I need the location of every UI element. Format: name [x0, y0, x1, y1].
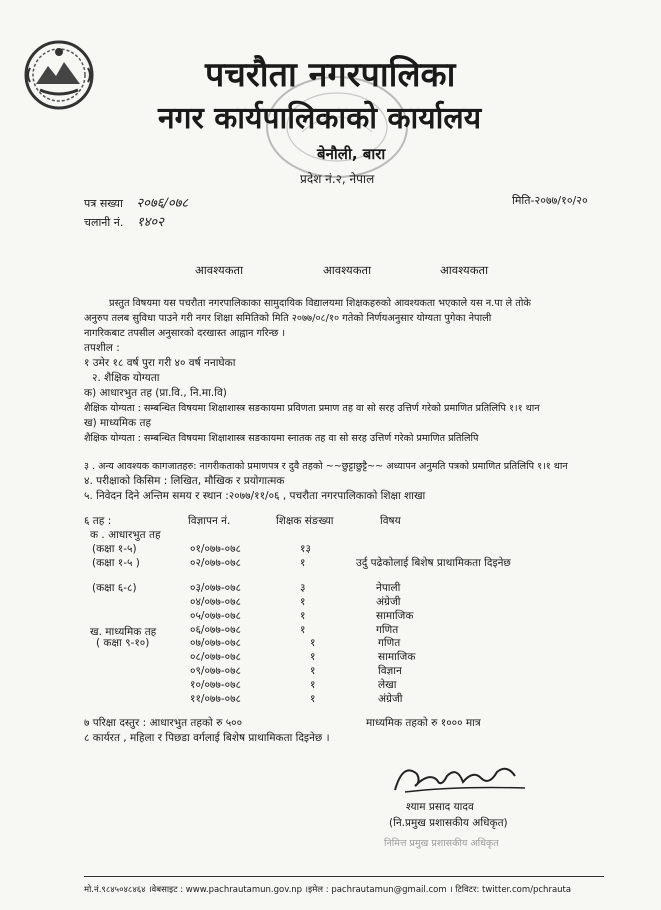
intro-line-1: प्रस्तुत विषयमा यस पचरौता नगरपालिकाका सामुदायिक विद्यालयमा शिक्षकहरुको आवश्यकता भएकाले यस न.पा ले तोके: [109, 298, 531, 309]
table-cell-count: १: [310, 679, 316, 691]
basic-level-requirement: शैक्षिक योग्यता : सम्बन्धित विषयमा शिक्षाशास्त्र सङकायमा प्रविणता प्रमाण तह वा सो सरह उत्तिर्ण गरेको प्रमाणित प्रतिलिपि १।१ थान: [84, 403, 540, 414]
table-cell-subject: उर्दु पढेकोलाई बिशेष प्राथामिकता दिइनेछ: [356, 557, 511, 569]
faded-designation-stamp: निमित्त प्रमुख प्रशासकीय अधिकृत: [384, 838, 499, 849]
table-cell-grade: ( कक्षा ९-१०): [96, 637, 150, 649]
footer-twitter[interactable]: twitter.com/pchrauta: [482, 885, 572, 895]
table-header-level: ६ तह :: [84, 515, 112, 527]
heading-word-1: आवश्यकता: [195, 263, 244, 277]
table-cell-subject: अंग्रेजी: [378, 693, 403, 705]
secondary-level-requirement: शैक्षिक योग्यता : सम्बन्धित विषयमा शिक्षाशास्त्र सङकायमा स्नातक तह वा सो सरह उत्तिर्ण गरेको प्रमाणित प्रतिलिपि: [84, 433, 479, 444]
intro-line-2: अनुरुप तलब सुविधा पाउने गरी नगर शिक्षा समितिको मिति २०७७/०८/१० गतेको निर्णयअनुसार योग्यता पुगेका नेपाली: [84, 313, 492, 324]
table-cell-ad: ०३/०७७-०७८: [190, 582, 242, 594]
table-header-subject: विषय: [380, 515, 401, 527]
heading-word-2: आवश्यकता: [323, 263, 372, 277]
table-cell-ad: ०७/०७७-०७८: [190, 637, 242, 649]
office-place: बेनौली, बारा: [317, 145, 386, 163]
table-cell-count: १: [300, 596, 306, 608]
exam-type: ४. परीक्षाको किसिम : लिखित, मौखिक र प्रयोगात्मक: [84, 475, 285, 487]
patra-label: पत्र सख्या: [84, 197, 123, 210]
exam-fee-secondary: माध्यमिक तहको रु १००० मात्र: [366, 717, 481, 729]
table-cell-ad: ०८/०७७-०७८: [190, 651, 242, 663]
letter-date: मिति-२०७७/१०/२०: [512, 194, 588, 207]
education-title: २. शैक्षिक योग्यता: [92, 372, 160, 384]
table-header-count: शिक्षक संङख्या: [276, 515, 334, 527]
table-cell-subject: विज्ञान: [378, 665, 402, 677]
table-cell-count: १: [310, 637, 316, 649]
table-cell-count: ३: [300, 582, 306, 594]
footer-web[interactable]: www.pachrautamun.gov.np: [185, 885, 303, 895]
secondary-level-label: ख) माध्यमिक तह: [84, 417, 152, 429]
table-secondary-label: ख. माध्यमिक तह: [90, 626, 157, 638]
signatory-name: श्याम प्रसाद यादव: [406, 801, 474, 813]
table-cell-ad: ०६/०७७-०७८: [190, 624, 242, 636]
tapasil-label: तपशील :: [84, 342, 120, 354]
heading-word-3: आवश्यकता: [440, 263, 489, 277]
table-cell-grade: (कक्षा ६-८): [92, 582, 137, 594]
table-cell-grade: (कक्षा १-५ ): [92, 557, 140, 569]
table-cell-count: १३: [300, 543, 311, 555]
table-cell-ad: ११/०७७-०७८: [190, 693, 242, 705]
footer-twitter-label: । टिविटर:: [449, 885, 480, 895]
table-cell-count: १: [310, 665, 316, 677]
footer-contact: [84, 884, 571, 895]
table-cell-subject: गणित: [378, 637, 401, 649]
table-cell-subject: लेखा: [378, 679, 397, 691]
table-cell-subject: अंग्रेजी: [376, 596, 401, 608]
table-cell-count: १: [300, 610, 306, 622]
footer-email[interactable]: pachrautamun@gmail.com: [331, 885, 447, 895]
table-cell-count: १: [310, 651, 316, 663]
table-cell-subject: गणित: [376, 624, 399, 636]
exam-fee-basic: ७ परिक्षा दस्तुर : आधारभुत तहको रु ५००: [84, 717, 243, 729]
chalani-label: चलानी नं.: [84, 216, 124, 229]
intro-line-3: नागरिकबाट तपसील अनुसारको दरखास्त आह्वान गरिन्छ ।: [84, 328, 286, 339]
patra-value: २०७६/०७८: [136, 196, 189, 211]
office-subtitle: नगर कार्यपालिकाको कार्यालय: [158, 101, 482, 136]
table-cell-ad: १०/०७७-०७८: [190, 679, 242, 691]
table-basic-label: क . आधारभुत तह: [90, 529, 161, 541]
table-cell-ad: ०२/०७७-०७८: [190, 557, 242, 569]
table-cell-count: १: [300, 624, 306, 636]
table-cell-ad: ०१/०७७-०७८: [190, 543, 242, 555]
table-cell-subject: नेपाली: [376, 582, 401, 594]
table-cell-ad: ०९/०७७-०७८: [190, 665, 242, 677]
patra-number: [84, 193, 188, 211]
footer-divider: [84, 876, 604, 877]
table-cell-subject: सामाजिक: [378, 651, 416, 663]
application-deadline: ५. निवेदन दिने अन्तिम समय र स्थान :२०७७/११/०६ , पचरौता नगरपालिकाको शिक्षा शाखा: [84, 490, 426, 502]
signatory-designation: (नि.प्रमुख प्रशासकीय अधिकृत): [389, 817, 508, 829]
table-cell-ad: ०४/०७७-०७८: [190, 596, 242, 608]
footer-web-label: ।वेबसाइट :: [148, 885, 184, 895]
table-cell-subject: सामाजिक: [376, 610, 414, 622]
table-cell-grade: (कक्षा १-५): [92, 543, 137, 555]
table-cell-count: १: [300, 557, 306, 569]
chalani-number: [84, 212, 164, 230]
age-requirement: १ उमेर १८ वर्ष पुरा गरी ४० वर्ष ननाघेका: [84, 357, 236, 369]
basic-level-label: क) आधारभुत तह (प्रा.वि., नि.मा.वि): [84, 387, 227, 399]
office-province: प्रदेश नं.२, नेपाल: [300, 172, 375, 186]
documents-required: ३ . अन्य आवश्यक कागजातहरु: नागरीकताको प्रमाणपत्र र दुवै तहको ~~छुट्टाछुट्टै~~ अध्यापन अनुमति पत्रको प्रमाणित प्रतिलिपि १।१ थान: [84, 461, 568, 472]
table-header-ad: विज्ञापन नं.: [188, 515, 231, 527]
footer-phone: मो.नं.९८४५०४८४६४: [84, 885, 146, 895]
signature-icon: [385, 752, 535, 798]
footer-email-label: ।इमेल :: [304, 885, 329, 895]
chalani-value: १४०२: [136, 215, 164, 230]
table-cell-ad: ०५/०७७-०७८: [190, 610, 242, 622]
priority-note: ८ कार्यरत , महिला र पिछडा वर्गलाई बिशेष प्राथामिकता दिइनेछ ।: [84, 732, 330, 744]
nepal-emblem-icon: [22, 38, 96, 112]
table-cell-count: १: [310, 693, 316, 705]
office-title: पचरौता नगरपालिका: [205, 55, 456, 95]
